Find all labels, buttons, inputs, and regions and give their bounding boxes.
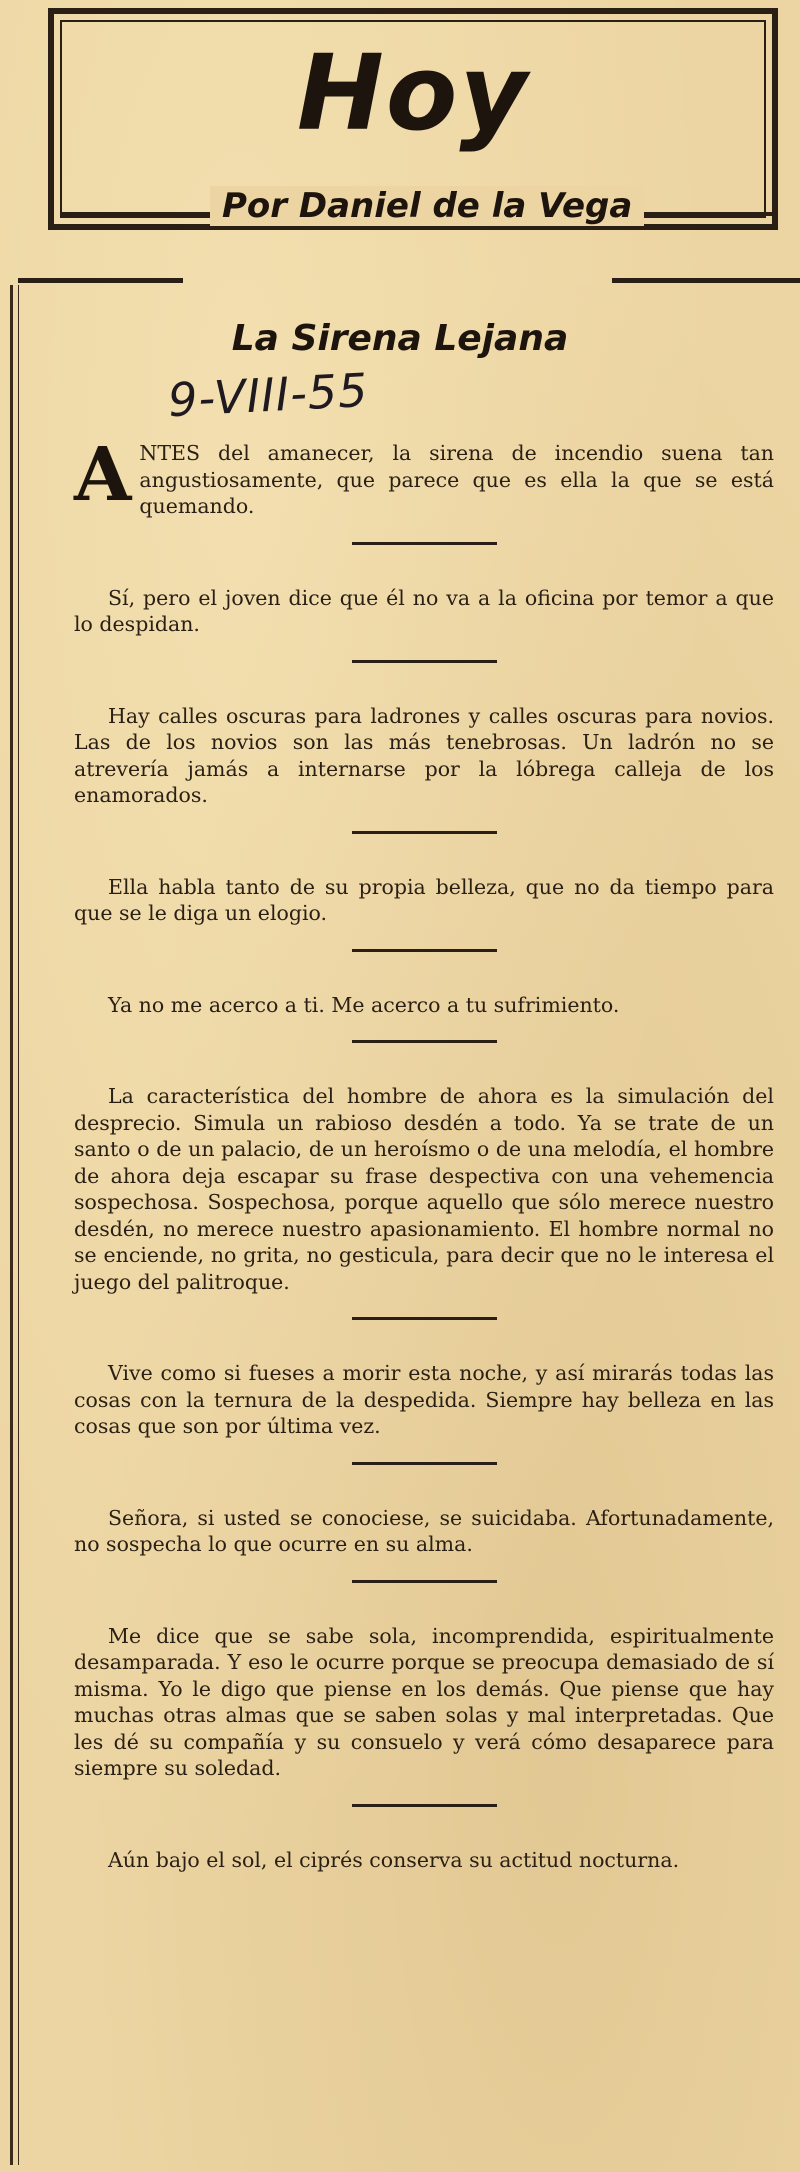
paragraph-text: NTES del amanecer, la sirena de incendio suena tan angustiosamente, que parece que es ella la que se está quemando.	[139, 441, 774, 518]
divider	[352, 660, 497, 663]
divider	[352, 1804, 497, 1807]
article-title: La Sirena Lejana	[231, 318, 569, 359]
column-rule-inner	[18, 285, 19, 2165]
article-paragraph: Sí, pero el joven dice que él no va a la oficina por temor a que lo despidan.	[74, 585, 774, 636]
divider	[352, 1317, 497, 1320]
handwritten-date: 9-VIII-55	[166, 362, 370, 428]
column-rule-outer	[10, 285, 13, 2165]
divider	[352, 949, 497, 952]
divider	[352, 831, 497, 834]
byline-rule-left	[60, 212, 210, 216]
byline-row	[60, 186, 778, 232]
article-paragraph: La característica del hombre de ahora es la simulación del desprecio. Simula un rabioso desdén a todo. Ya se trate de un santo o de un palacio, de un heroísmo o de una melodía, el hombre de ahora deja escapar su frase despectiva con una vehemencia sospechosa. Sospechosa, porque aquello que sólo merece nuestro desdén, no merece nuestro apasionamiento. El hombre normal no se enciende, no grita, no gesticula, para decir que no le interesa el juego del palitroque.	[74, 1084, 774, 1294]
divider	[352, 1040, 497, 1043]
drop-cap: A	[74, 432, 132, 518]
article-paragraph: Ella habla tanto de su propia belleza, que no da tiempo para que se le diga un elogio.	[74, 874, 774, 925]
divider	[352, 542, 497, 545]
article-paragraph: Hay calles oscuras para ladrones y calles oscuras para novios. Las de los novios son las más tenebrosas. Un ladrón no se atrevería jamás a internarse por la lóbrega calleja de los enamorados.	[74, 703, 774, 807]
divider	[352, 1462, 497, 1465]
column-top-rule-left	[18, 278, 183, 283]
column-top-rule-right	[612, 278, 800, 283]
divider	[352, 1580, 497, 1583]
article-paragraph	[74, 432, 774, 520]
article-paragraph: Señora, si usted se conociese, se suicidaba. Afortunadamente, no sospecha lo que ocurre en su alma.	[74, 1505, 774, 1556]
article-paragraph: Me dice que se sabe sola, incomprendida, espiritualmente desamparada. Y eso le ocurre porque se preocupa demasiado de sí misma. Yo le digo que piense en los demás. Que piense que hay muchas otras almas que se saben solas y mal interpretadas. Que les dé su compañía y su consuelo y verá cómo desaparece para siempre su soledad.	[74, 1623, 774, 1780]
column-title: Hoy	[296, 32, 530, 154]
article-paragraph: Aún bajo el sol, el ciprés conserva su actitud nocturna.	[108, 1847, 680, 1872]
article-body	[74, 432, 774, 1873]
byline: Por Daniel de la Vega	[210, 186, 644, 226]
article-paragraph: Vive como si fueses a morir esta noche, y así mirarás todas las cosas con la ternura de la despedida. Siempre hay belleza en las cosas que son por última vez.	[74, 1361, 774, 1438]
article-paragraph: Ya no me acerco a ti. Me acerco a tu sufrimiento.	[108, 992, 620, 1017]
